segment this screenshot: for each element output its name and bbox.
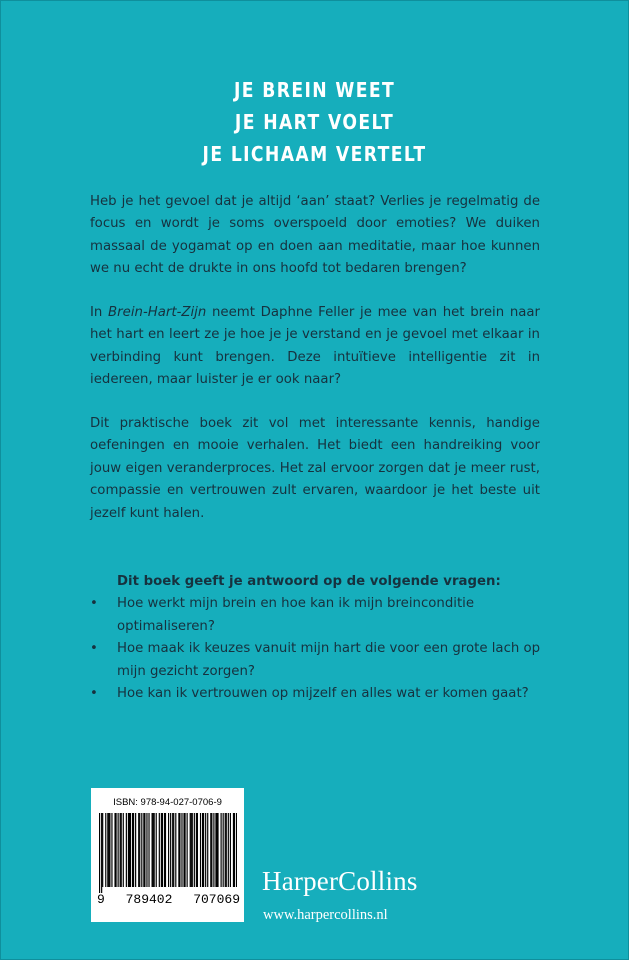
barcode-bar (225, 813, 226, 887)
barcode-bar (129, 813, 130, 887)
barcode-bar (197, 813, 198, 887)
barcode-bar (109, 813, 110, 887)
barcode-bar (135, 813, 136, 887)
barcode-bar (126, 813, 127, 887)
barcode-bar (128, 813, 129, 887)
barcode-bar (162, 813, 163, 887)
barcode-bar (154, 813, 155, 887)
list-item (90, 593, 550, 638)
barcode-digit-group: 9 (97, 892, 105, 907)
questions-list (90, 593, 550, 705)
barcode-bar (170, 813, 171, 887)
barcode-digit-group: 707069 (193, 892, 240, 907)
barcode-bar (146, 813, 147, 887)
barcode-bar (153, 813, 154, 887)
question-text: Hoe kan ik vertrouwen op mijzelf en alles wat er komen gaat? (117, 686, 529, 702)
barcode-bar (215, 813, 216, 887)
book-title: Brein-Hart-Zijn (108, 305, 207, 320)
barcode-bar (133, 813, 134, 887)
barcode-bar (179, 813, 180, 887)
isbn-label: ISBN: 978-94-027-0706-9 (113, 797, 222, 808)
barcode-bar (205, 813, 206, 887)
questions-section (90, 571, 550, 705)
barcode (99, 813, 237, 893)
barcode-bar (143, 813, 144, 887)
barcode-bar (105, 813, 106, 887)
barcode-bar (164, 813, 165, 887)
barcode-bar (172, 813, 173, 887)
barcode-bar (120, 813, 121, 887)
barcode-bar (187, 813, 188, 887)
barcode-bar (111, 813, 112, 887)
barcode-bar (173, 813, 174, 887)
list-item (90, 638, 550, 683)
barcode-bar (178, 813, 179, 887)
barcode-bar (148, 813, 149, 887)
barcode-bar (190, 813, 191, 887)
barcode-bar (191, 813, 192, 887)
barcode-bar (213, 813, 214, 887)
barcode-bar (207, 813, 208, 887)
barcode-bar (108, 813, 109, 887)
barcode-bar (181, 813, 182, 887)
barcode-bar (194, 813, 195, 887)
barcode-bar (184, 813, 185, 887)
barcode-bar (141, 813, 142, 887)
barcode-bar (156, 813, 157, 887)
barcode-bar (118, 813, 119, 887)
headline-line-2: JE HART VOELT (234, 110, 395, 134)
questions-title: Dit boek geeft je antwoord op de volgende vragen: (117, 574, 501, 589)
barcode-bar (226, 813, 227, 887)
barcode-bar (152, 813, 153, 887)
barcode-bar (200, 813, 201, 887)
barcode-bar (183, 813, 184, 887)
barcode-bar (161, 813, 162, 887)
barcode-bar (216, 813, 217, 887)
barcode-bar (114, 813, 115, 887)
barcode-bar (121, 813, 122, 887)
barcode-bar (115, 813, 116, 887)
barcode-bar (223, 813, 224, 887)
publisher-url[interactable]: www.harpercollins.nl (263, 907, 388, 923)
barcode-digit-group: 789402 (125, 892, 173, 907)
barcode-bar (101, 813, 102, 893)
bullet: • (90, 686, 98, 702)
paragraph-2-rest: neemt Daphne Feller je mee van het brein naar het hart en leert ze je hoe je je verstand en je gevoel met elkaar in verbinding kunt brengen. Deze intuïtieve intelligentie zit in iedereen, maar luister je er ook naar? (90, 305, 541, 388)
barcode-bar (217, 813, 218, 887)
barcode-bar (210, 813, 211, 887)
barcode-bar (196, 813, 197, 887)
publisher-logo: HarperCollins (262, 866, 418, 896)
barcode-bar (228, 813, 229, 887)
barcode-bar (165, 813, 166, 887)
barcode-bar (230, 813, 231, 887)
barcode-bar (130, 813, 131, 887)
headline-line-1: JE BREIN WEET (233, 78, 396, 102)
barcode-bar (233, 813, 234, 887)
headline (44, 74, 585, 170)
barcode-bar (139, 813, 140, 887)
paragraph-2 (90, 302, 540, 392)
paragraph-1: Heb je het gevoel dat je altijd ‘aan’ staat? Verlies je regelmatig de focus en wordt je soms overspoeld door emoties? We duiken massaal de yogamat op en doen aan meditatie, maar hoe kunnen we nu echt de drukte in ons hoofd tot bedaren brengen? (90, 194, 540, 277)
barcode-bar (159, 813, 160, 887)
bullet: • (90, 596, 98, 612)
barcode-bar (132, 813, 133, 887)
bullet: • (90, 641, 98, 657)
barcode-bar (192, 813, 193, 887)
barcode-bar (168, 813, 169, 887)
barcode-box (91, 788, 244, 922)
barcode-bar (102, 813, 103, 887)
paragraph-2-prefix: In (90, 305, 109, 320)
barcode-bar (234, 813, 235, 887)
barcode-bar (175, 813, 176, 887)
barcode-bar (107, 813, 108, 887)
barcode-digits (97, 892, 240, 907)
barcode-bar (99, 813, 100, 893)
barcode-bar (221, 813, 222, 887)
barcode-bar (203, 813, 204, 887)
barcode-bar (236, 813, 237, 887)
question-text: Hoe werkt mijn brein en hoe kan ik mijn breinconditie optimaliseren? (117, 596, 475, 634)
barcode-bar (138, 813, 139, 887)
paragraph-3: Dit praktische boek zit vol met interessante kennis, handige oefeningen en mooie verhalen. Het biedt een handreiking voor jouw eigen veranderproces. Het zal ervoor zorgen dat je meer rust, compassie en vertrouwen zult ervaren, waardoor je het beste uit jezelf kunt halen. (90, 416, 540, 521)
barcode-bar (211, 813, 212, 887)
barcode-bar (123, 813, 124, 887)
headline-line-3: JE LICHAAM VERTELT (202, 142, 427, 166)
list-item (90, 683, 550, 705)
barcode-bar (144, 813, 145, 887)
question-text: Hoe maak ik keuzes vanuit mijn hart die voor een grote lach op mijn gezicht zorgen? (117, 641, 541, 679)
barcode-bar (202, 813, 203, 887)
